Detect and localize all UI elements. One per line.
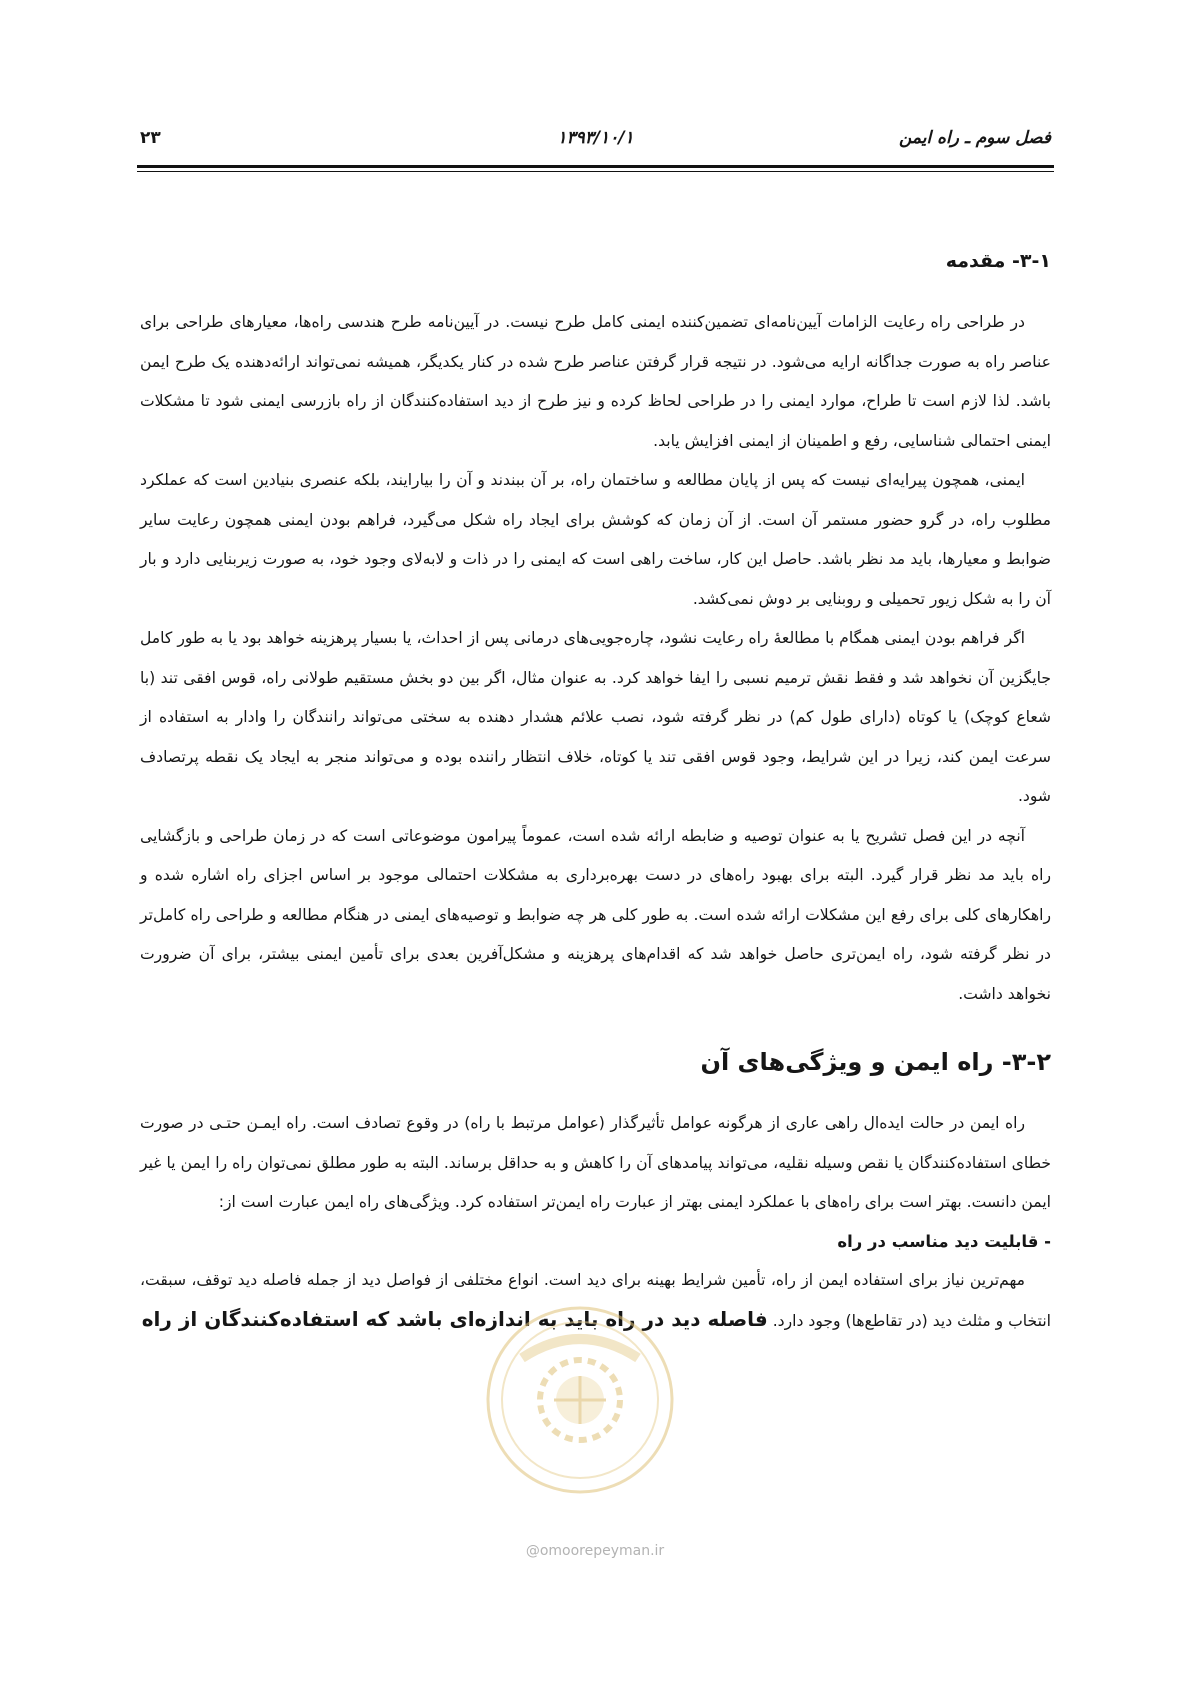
paragraph: آنچه در این فصل تشریح یا به عنوان توصیه و ضابطه ارائه شده است، عموماً پیرامون موضوعاتی است که در زمان طراحی و بازگشایی راه باید مد نظر قرار گیرد. البته برای بهبود راه‌های در دست بهره‌برداری به مشکلات احتمالی موجود بر اساس اجزای راه اشاره شده و راهکارهای کلی برای رفع این مشکلات ارائه شده است. به طور کلی هر چه ضوابط و توصیه‌های ایمنی در هنگام مطالعه و طراحی راه کامل‌تر در نظر گرفته شود، راه ایمن‌تری حاصل خواهد شد که اقدام‌های پرهزینه و مشکل‌آفرین بعدی برای تأمین ایمنی بیشتر، برای آن ضرورت نخواهد داشت.: [140, 826, 1051, 1003]
paragraph-text: مهم‌ترین نیاز برای استفاده ایمن از راه، تأمین شرایط بهینه برای دید است. انواع مختلفی از فواصل دید از جمله فاصله دید توقف، سبقت، انتخاب و مثلث دید (در تقاطع‌ها) وجود دارد.: [140, 1270, 1051, 1330]
emphasized-text: فاصله دید در راه باید به اندازه‌ای باشد که استفاده‌کنندگان از راه: [141, 1307, 768, 1331]
header-rule-thin: [137, 171, 1054, 172]
section-heading-introduction: ۳-۱- مقدمه: [945, 250, 1051, 272]
subheading-visibility: - قابلیت دید مناسب در راه: [837, 1231, 1051, 1251]
page-body: [140, 250, 1051, 1342]
header-date: ۱۳۹۳/۱۰/۱: [557, 128, 634, 148]
page-number: ۲۳: [140, 128, 161, 148]
paragraph: ایمنی، همچون پیرایه‌ای نیست که پس از پایان مطالعه و ساختمان راه، بر آن ببندند و آن را بیارایند، بلکه عنصری بنیادین است که عملکرد مطلوب راه، در گرو حضور مستمر آن است. از آن زمان که کوشش برای ایجاد راه شکل می‌گیرد، فراهم بودن ایمنی همچون رعایت سایر ضوابط و معیارها، باید مد نظر باشد. حاصل این کار، ساخت راهی است که ایمنی را در ذات و لابه‌لای وجود خود، به صورت زیربنایی دارد و بار آن را به شکل زیور تحمیلی و روبنایی بر دوش نمی‌کشد.: [140, 471, 1051, 608]
chapter-title: فصل سوم ـ راه ایمن: [898, 128, 1051, 148]
watermark-seal: [470, 1300, 690, 1510]
header-rule-thick: [137, 165, 1054, 168]
watermark-site: @omoorepeyman.ir: [525, 1543, 665, 1559]
paragraph: راه ایمن در حالت ایده‌ال راهی عاری از هرگونه عوامل تأثیرگذار (عوامل مرتبط با راه) در وقوع تصادف است. راه ایمـن حتـی در صورت خطای استفاده‌کنندگان یا نقص وسیله نقلیه، می‌تواند پیامدهای آن را کاهش و به حداقل برساند. البته به طور مطلق نمی‌توان راه را ایمن یا غیر ایمن دانست. بهتر است برای راه‌های با عملکرد ایمنی بهتر از عبارت راه ایمن‌تر استفاده کرد. ویژگی‌های راه ایمن عبارت است از:: [140, 1114, 1051, 1211]
paragraph: در طراحی راه رعایت الزامات آیین‌نامه‌ای تضمین‌کننده ایمنی کامل طرح نیست. در آیین‌نامه طرح هندسی راه‌ها، معیارهای طراحی برای عناصر راه به صورت جداگانه ارایه می‌شود. در نتیجه قرار گرفتن عناصر طرح شده در کنار یکدیگر، همیشه نمی‌تواند ارائه‌دهنده یک طرح ایمن باشد. لذا لازم است تا طراح، موارد ایمنی را در طراحی لحاظ کرده و نیز طرح از دید استفاده‌کنندگان از راه بازرسی ایمنی شود تا مشکلات ایمنی احتمالی شناسایی، رفع و اطمینان از ایمنی افزایش یابد.: [140, 313, 1051, 450]
paragraph: اگر فراهم بودن ایمنی همگام با مطالعهٔ راه رعایت نشود، چاره‌جویی‌های درمانی پس از احداث، یا بسیار پرهزینه خواهد بود یا به طور کامل جایگزین آن نخواهد شد و فقط نقش ترمیم نسبی را ایفا خواهد کرد. به عنوان مثال، اگر بین دو بخش مستقیم طولانی راه، قوس افقی تند (با شعاع کوچک) یا کوتاه (دارای طول کم) در نظر گرفته شود، نصب علائم هشدار دهنده به سختی می‌تواند رانندگان را وادار به استفاده از سرعت ایمن کند، زیرا در این شرایط، وجود قوس افقی تند یا کوتاه، خلاف انتظار راننده بوده و می‌تواند منجر به ایجاد یک نقطه پرتصادف شود.: [140, 629, 1051, 805]
section-heading-safe-road: ۳-۲- راه ایمن و ویژگی‌های آن: [700, 1048, 1051, 1076]
page-header: [140, 128, 1051, 150]
